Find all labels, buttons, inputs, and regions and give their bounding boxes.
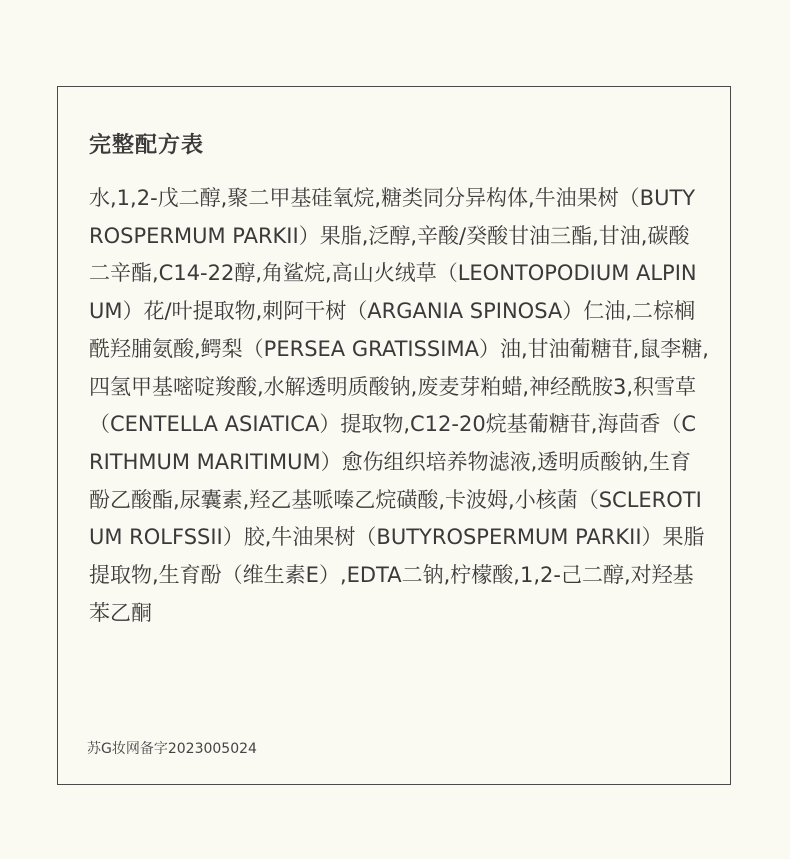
ingredient-list: 水,1,2-戊二醇,聚二甲基硅氧烷,糖类同分异构体,牛油果树（BUTYROSPERMUM PARKII）果脂,泛醇,辛酸/癸酸甘油三酯,甘油,碳酸二辛酯,C14-22醇,角鲨烷,高山火绒草（LEONTOPODIUM ALPINUM）花/叶提取物,刺阿干树（ARGANIA SPINOSA）仁油,二棕榈酰羟脯氨酸,鳄梨（PERSEA GRATISSIMA）油,甘油葡糖苷,鼠李糖,四氢甲基嘧啶羧酸,水解透明质酸钠,废麦芽粕蜡,神经酰胺3,积雪草（CENTELLA ASIATICA）提取物,C12-20烷基葡糖苷,海茴香（CRITHMUM MARITIMUM）愈伤组织培养物滤液,透明质酸钠,生育酚乙酸酯,尿囊素,羟乙基哌嗪乙烷磺酸,卡波姆,小核菌（SCLEROTIUM ROLFSSII）胶,牛油果树（BUTYROSPERMUM PARKII）果脂提取物,生育酚（维生素E）,EDTA二钠,柠檬酸,1,2-己二醇,对羟基苯乙酮 <box>89 186 709 625</box>
formula-card <box>57 86 731 785</box>
registration-number: 苏G妆网备字2023005024 <box>87 741 257 757</box>
formula-title: 完整配方表 <box>89 133 205 158</box>
